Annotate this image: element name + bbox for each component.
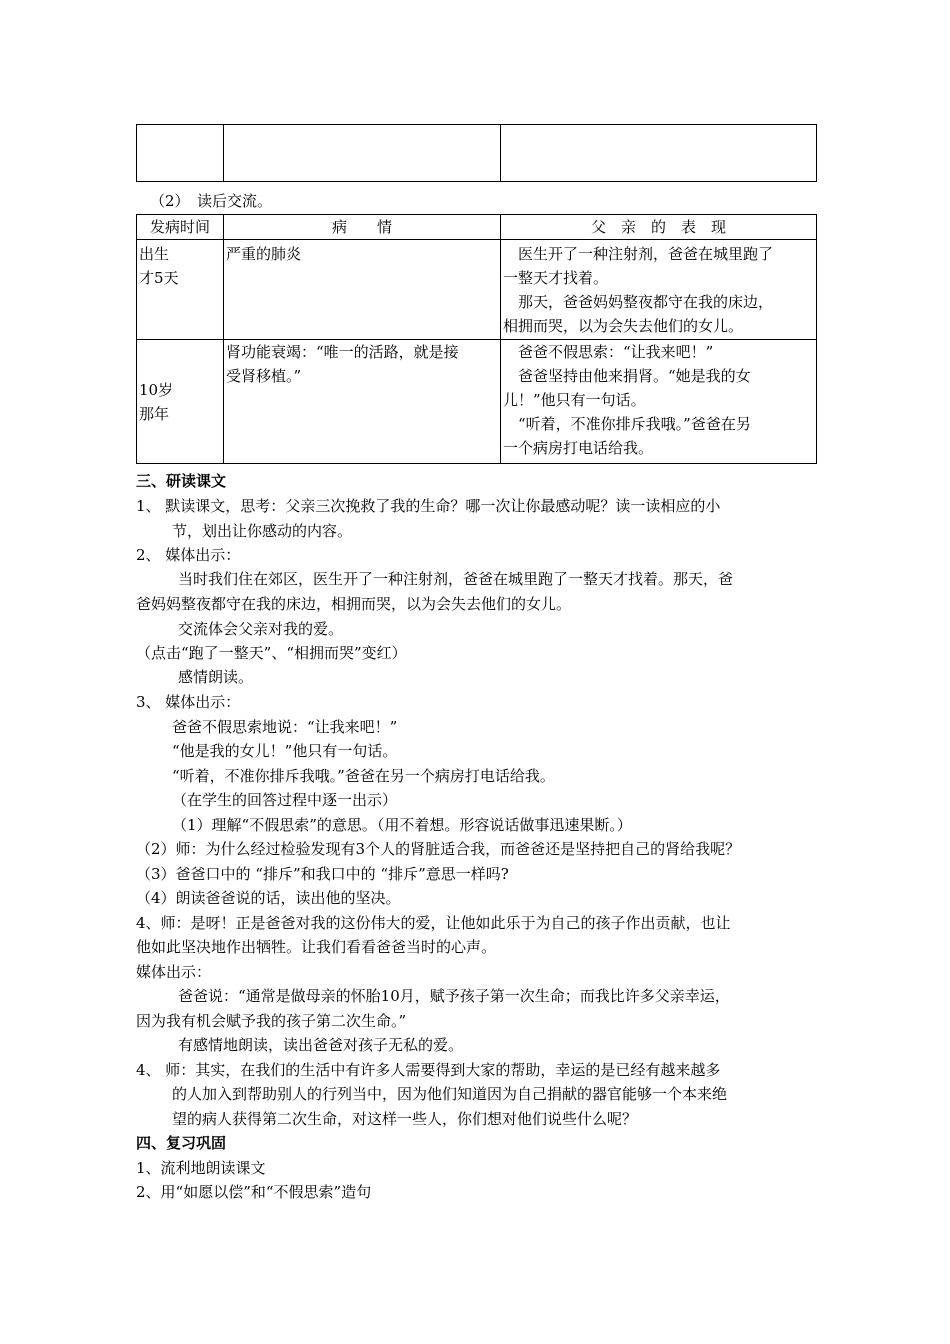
header-father: 父 亲 的 表 现 <box>501 215 817 240</box>
father-cell: 医生开了一种注射剂，爸爸在城里跑了 一整天才找着。 那天，爸爸妈妈整夜都守在我的床边， 相拥而哭，以为会失去他们的女儿。 <box>501 240 817 340</box>
table-row <box>137 340 817 464</box>
paragraph-line: （3）爸爸口中的 “排斥”和我口中的 “排斥”意思一样吗? <box>136 865 509 883</box>
paragraph-line: 的人加入到帮助别人的行列当中，因为他们知道因为自己捐献的器官能够一个本来绝 <box>172 1085 728 1103</box>
illness-cell: 肾功能衰竭：“唯一的活路，就是接 受肾移植。” <box>224 340 501 464</box>
paragraph-line: “听着，不准你排斥我哦。”爸爸在另一个病房打电话给我。 <box>172 767 555 785</box>
paragraph-line: 节，划出让你感动的内容。 <box>172 522 353 540</box>
table-row <box>137 240 817 340</box>
paragraph-line: 有感情地朗读，读出爸爸对孩子无私的爱。 <box>178 1036 464 1054</box>
father-cell: 爸爸不假思索：“让我来吧！” 爸爸坚持由他来捐肾。“她是我的女 儿！”他只有一句话。 “听着，不准你排斥我哦。”爸爸在另 一个病房打电话给我。 <box>501 340 817 464</box>
paragraph-line: 他如此坚决地作出牺牲。让我们看看爸爸当时的心声。 <box>136 938 497 956</box>
empty-cell <box>501 125 817 182</box>
paragraph-line: （1）理解“不假思索”的意思。（用不着想。形容说话做事迅速果断。） <box>172 816 632 834</box>
paragraph-line: 爸爸不假思索地说：“让我来吧！” <box>172 718 398 736</box>
paragraph-line: 4、 师：其实，在我们的生活中有许多人需要得到大家的帮助，幸运的是已经有越来越多 <box>136 1061 721 1079</box>
header-illness: 病 情 <box>224 215 501 240</box>
paragraph-line: （点击“跑了一整天”、“相拥而哭”变红） <box>136 644 407 662</box>
time-cell: 10岁 那年 <box>137 340 224 464</box>
section-heading: 三、研读课文 <box>136 472 227 490</box>
paragraph-line: 爸爸说：“通常是做母亲的怀胎10月，赋予孩子第一次生命；而我比许多父亲幸运， <box>178 987 730 1005</box>
illness-table <box>136 214 817 464</box>
table-header-row <box>137 215 817 240</box>
paragraph-line: 1、流利地朗读课文 <box>136 1159 266 1177</box>
paragraph-line: 3、 媒体出示： <box>136 693 241 711</box>
time-cell: 出生 才5天 <box>137 240 224 340</box>
paragraph-line: 交流体会父亲对我的爱。 <box>178 620 344 638</box>
paragraph-line: （2）师：为什么经过检验发现有3个人的肾脏适合我，而爸爸还是坚持把自己的肾给我呢？ <box>136 840 741 858</box>
paragraph-line: 4、师：是呀！正是爸爸对我的这份伟大的爱，让他如此乐于为自己的孩子作出贡献，也让 <box>136 914 731 932</box>
paragraph-line: 2、用“如愿以偿”和“不假思索”造句 <box>136 1183 372 1201</box>
empty-cell <box>137 125 224 182</box>
header-time: 发病时间 <box>137 215 224 240</box>
empty-cell <box>224 125 501 182</box>
paragraph-line: 当时我们住在郊区，医生开了一种注射剂，爸爸在城里跑了一整天才找着。那天，爸 <box>178 570 734 588</box>
section-heading: 四、复习巩固 <box>136 1134 227 1152</box>
top-empty-table <box>136 124 817 182</box>
paragraph-line: “他是我的女儿！”他只有一句话。 <box>172 742 398 760</box>
paragraph-line: 感情朗读。 <box>178 668 254 686</box>
illness-cell: 严重的肺炎 <box>224 240 501 340</box>
paragraph-line: 2、 媒体出示： <box>136 546 241 564</box>
paragraph-line: （4）朗读爸爸说的话，读出他的坚决。 <box>136 889 401 907</box>
paragraph-line: 因为我有机会赋予我的孩子第二次生命。” <box>136 1012 407 1030</box>
reading-exchange-label: （2） 读后交流。 <box>150 192 273 210</box>
paragraph-line: 爸妈妈整夜都守在我的床边，相拥而哭，以为会失去他们的女儿。 <box>136 595 572 613</box>
paragraph-line: 望的病人获得第二次生命，对这样一些人，你们想对他们说些什么呢？ <box>172 1110 638 1128</box>
paragraph-line: 1、 默读课文，思考：父亲三次挽救了我的生命？哪一次让你最感动呢？读一读相应的小 <box>136 497 721 515</box>
paragraph-line: 媒体出示： <box>136 963 212 981</box>
paragraph-line: （在学生的回答过程中逐一出示） <box>172 791 398 809</box>
